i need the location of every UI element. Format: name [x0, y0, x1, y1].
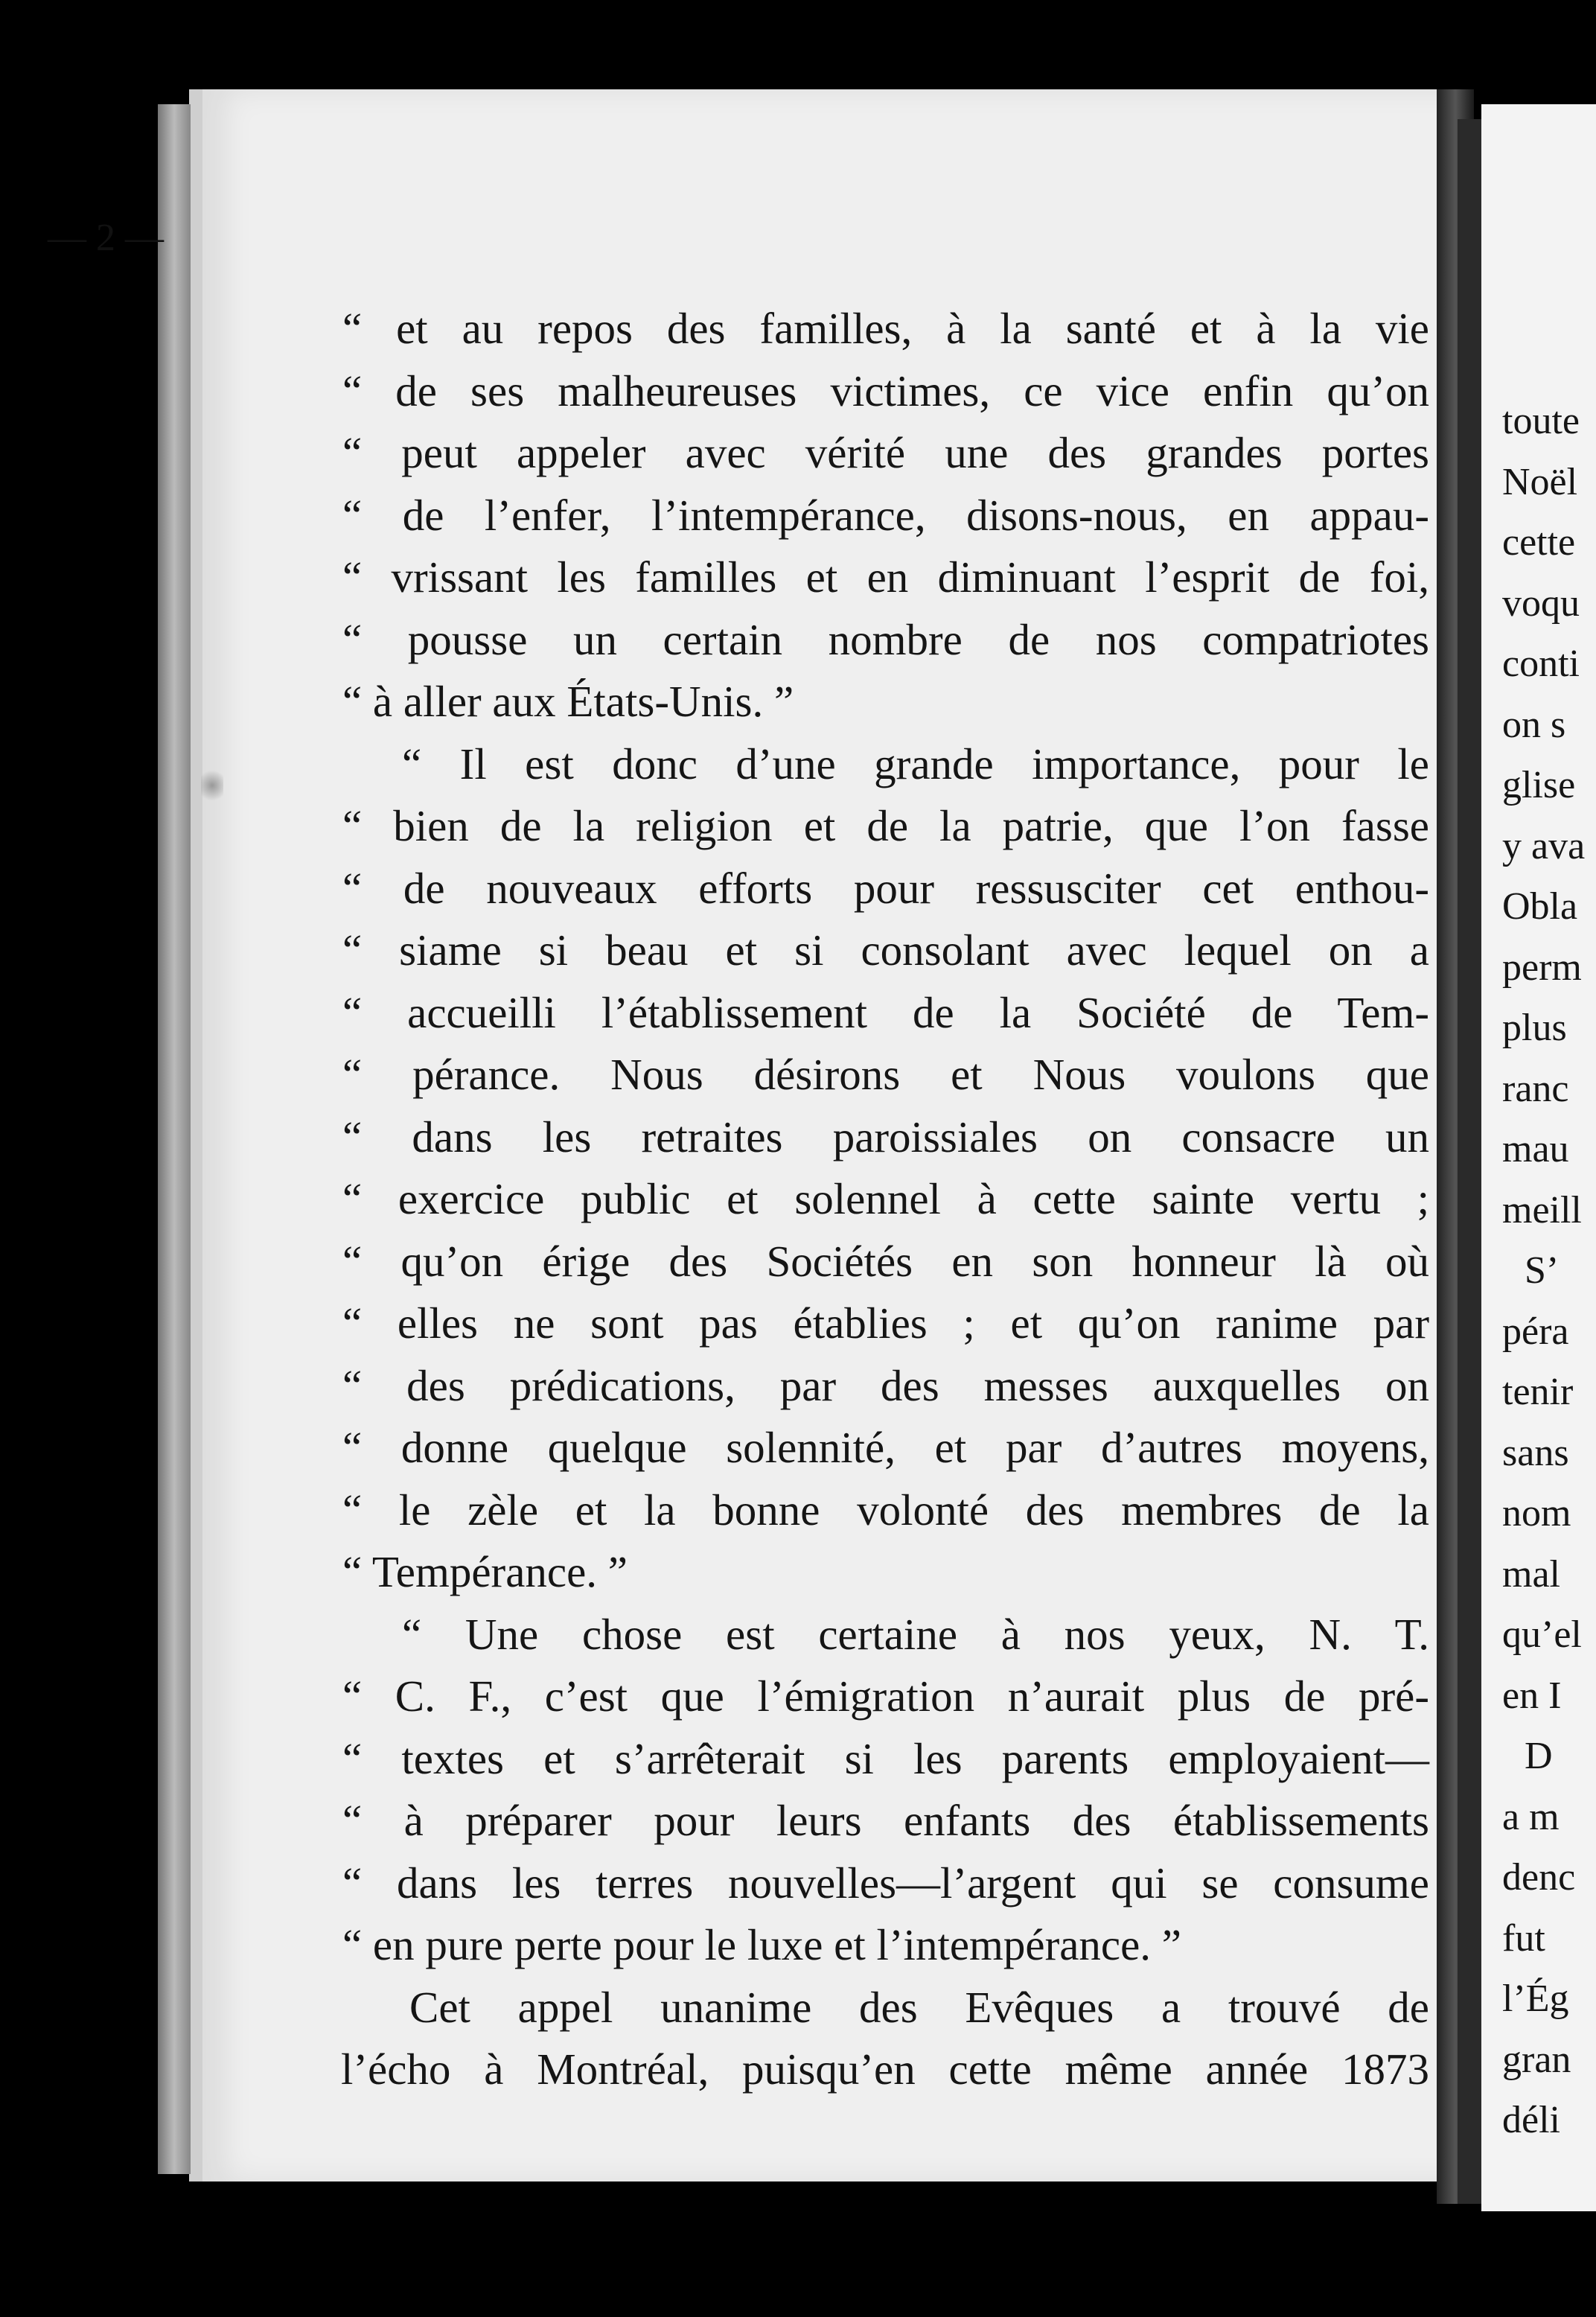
right-line: plus — [1502, 1007, 1567, 1049]
right-line: ranc — [1502, 1067, 1569, 1110]
right-line: mal — [1502, 1552, 1560, 1596]
right-line: a m — [1502, 1795, 1560, 1838]
right-line: meill — [1502, 1188, 1582, 1231]
right-line: cette — [1502, 521, 1576, 564]
scan-top-border — [0, 0, 1596, 89]
text-line: Cet appel unanime des Evêques a trouvé de — [409, 1982, 1429, 2032]
text-line: “ de nouveaux efforts pour ressusciter cet enthou- — [342, 863, 1429, 913]
right-line: voqu — [1502, 581, 1580, 625]
right-line: mau — [1502, 1128, 1569, 1170]
paper-stain — [201, 767, 223, 804]
right-line: on s — [1502, 703, 1566, 746]
text-line: “ exercice public et solennel à cette sainte vertu ; — [342, 1174, 1429, 1223]
spine-shadow — [1458, 119, 1484, 2204]
text-line: “ et au repos des familles, à la santé et à la vie — [342, 304, 1429, 353]
text-line: l’écho à Montréal, puisqu’en cette même année 1873 — [341, 2044, 1429, 2094]
right-line: glise — [1502, 764, 1576, 806]
text-line: “ des prédications, par des messes auxquelles on — [342, 1360, 1429, 1410]
text-line: “ le zèle et la bonne volonté des membres de la — [342, 1485, 1429, 1534]
text-line: “ donne quelque solennité, et par d’autres moyens, — [342, 1423, 1429, 1472]
right-line: D — [1525, 1735, 1553, 1777]
text-line: “ vrissant les familles et en diminuant l’esprit de foi, — [342, 552, 1429, 602]
right-line: S’ — [1525, 1249, 1560, 1292]
text-line: “ elles ne sont pas établies ; et qu’on ranime par — [342, 1298, 1429, 1348]
right-line: Noël — [1502, 460, 1578, 503]
page-gutter — [158, 104, 191, 2174]
page-number: — 2 — — [48, 217, 164, 259]
text-line: “ à aller aux États-Unis. ” — [342, 677, 794, 726]
right-line: conti — [1502, 643, 1580, 685]
text-line: “ Tempérance. ” — [342, 1547, 628, 1596]
text-line: “ pérance. Nous désirons et Nous voulons que — [342, 1050, 1429, 1099]
right-line: y ava — [1502, 824, 1586, 867]
text-line: “ peut appeler avec vérité une des grandes portes — [342, 428, 1429, 477]
right-line: perm — [1502, 946, 1582, 989]
right-line: sans — [1502, 1431, 1569, 1474]
text-line: “ bien de la religion et de la patrie, que l’on fasse — [342, 801, 1429, 850]
right-page-text — [1502, 391, 1585, 2151]
text-line: “ Il est donc d’une grande importance, pour le — [402, 739, 1429, 788]
text-line: “ de l’enfer, l’intempérance, disons-nous, en appau- — [342, 490, 1429, 540]
right-line: Obla — [1502, 885, 1578, 928]
right-line: fut — [1502, 1916, 1545, 1960]
right-line: toute — [1502, 400, 1580, 442]
text-line: “ de ses malheureuses victimes, ce vice enfin qu’on — [342, 366, 1429, 415]
text-line: “ en pure perte pour le luxe et l’intempérance. ” — [342, 1920, 1181, 1969]
body-text — [342, 298, 1429, 2101]
right-line: denc — [1502, 1856, 1576, 1899]
text-line: “ textes et s’arrêterait si les parents employaient— — [342, 1733, 1429, 1783]
text-line: “ Une chose est certaine à nos yeux, N. T. — [402, 1609, 1429, 1659]
right-line: péra — [1502, 1310, 1569, 1353]
text-line: “ qu’on érige des Sociétés en son honneur là où — [342, 1236, 1429, 1286]
right-line: en I — [1502, 1674, 1562, 1717]
right-line: tenir — [1502, 1371, 1574, 1413]
right-line: nom — [1502, 1492, 1571, 1534]
right-page — [1481, 104, 1596, 2211]
text-line: “ à préparer pour leurs enfants des établissements — [342, 1796, 1429, 1845]
text-line: “ C. F., c’est que l’émigration n’aurait plus de pré- — [342, 1671, 1429, 1721]
right-line: déli — [1502, 2099, 1560, 2141]
text-line: “ pousse un certain nombre de nos compatriotes — [342, 614, 1429, 664]
text-line: “ dans les retraites paroissiales on consacre un — [342, 1112, 1429, 1161]
right-line: qu’el — [1502, 1613, 1582, 1656]
text-line: “ accueilli l’établissement de la Société de Tem- — [342, 987, 1429, 1037]
right-line: gran — [1502, 2038, 1571, 2081]
text-line: “ siame si beau et si consolant avec lequel on a — [342, 925, 1429, 975]
text-line: “ dans les terres nouvelles—l’argent qui se consume — [342, 1858, 1429, 1908]
right-line: l’Ég — [1502, 1977, 1569, 2020]
